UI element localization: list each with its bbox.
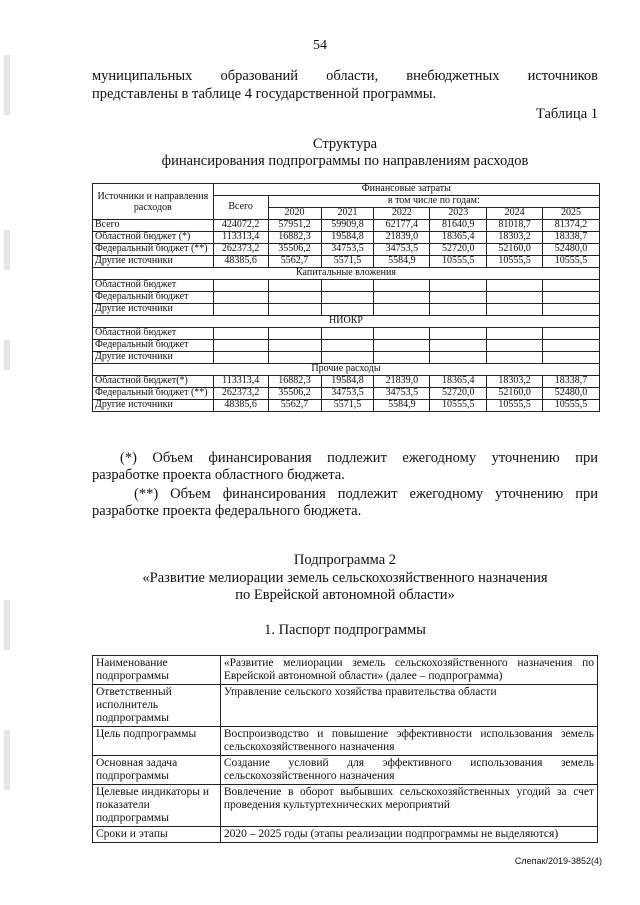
passport-value: 2020 – 2025 годы (этапы реализации подпрограммы не выделяются) xyxy=(220,827,597,843)
table-cell: 57951,2 xyxy=(268,220,321,232)
year-header: 2020 xyxy=(268,208,321,220)
table-cell xyxy=(213,328,268,340)
table-cell xyxy=(268,340,321,352)
table-cell: 52720,0 xyxy=(430,388,487,400)
table-row xyxy=(93,220,600,232)
table-cell xyxy=(213,304,268,316)
table-cell: 81374,2 xyxy=(543,220,600,232)
table-row xyxy=(93,340,600,352)
table-cell xyxy=(487,340,543,352)
passport-value: Создание условий для эффективного использования земель сельскохозяйственного назначения xyxy=(220,756,597,785)
table-cell: 52480,0 xyxy=(543,244,600,256)
table-row xyxy=(93,280,600,292)
passport-label: Ответственный исполнитель подпрограммы xyxy=(93,685,221,727)
table-row xyxy=(93,304,600,316)
row-label: Другие источники xyxy=(93,400,214,412)
row-label: Федеральный бюджет xyxy=(93,340,214,352)
row-label: Всего xyxy=(93,220,214,232)
table-title-line-2: финансирования подпрограммы по направлениям расходов xyxy=(161,153,529,169)
table-cell xyxy=(321,340,374,352)
table-cell xyxy=(374,352,430,364)
table-cell: 262373,2 xyxy=(213,244,268,256)
table-cell: 5584,9 xyxy=(374,400,430,412)
table-cell: 10555,5 xyxy=(543,400,600,412)
passport-label: Целевые индикаторы и показатели подпрограммы xyxy=(93,785,221,827)
table-cell: 18365,4 xyxy=(430,376,487,388)
table-cell: 52160,0 xyxy=(487,244,543,256)
table-cell xyxy=(321,328,374,340)
passport-value: Воспроизводство и повышение эффективности использования земель сельскохозяйственного назначения xyxy=(220,727,597,756)
section-title: Прочие расходы xyxy=(93,364,600,376)
table-cell: 424072,2 xyxy=(213,220,268,232)
subprogram-name-line-2: по Еврейской автономной области» xyxy=(235,587,455,603)
passport-row xyxy=(93,656,598,685)
year-header: 2022 xyxy=(374,208,430,220)
passport-row xyxy=(93,727,598,756)
passport-value: «Развитие мелиорации земель сельскохозяйственного назначения по Еврейской автономной области» (далее – подпрограмма) xyxy=(220,656,597,685)
page-number: 54 xyxy=(313,38,327,53)
table-cell: 18303,2 xyxy=(487,232,543,244)
table-cell xyxy=(213,340,268,352)
row-label: Другие источники xyxy=(93,256,214,268)
table-cell xyxy=(374,304,430,316)
table-cell: 21839,0 xyxy=(374,232,430,244)
table-cell: 113313,4 xyxy=(213,232,268,244)
table-cell: 10555,5 xyxy=(430,256,487,268)
passport-table xyxy=(92,655,598,843)
table-cell: 48385,6 xyxy=(213,400,268,412)
table-row xyxy=(93,376,600,388)
passport-label: Сроки и этапы xyxy=(93,827,221,843)
table-cell: 34753,5 xyxy=(321,388,374,400)
table-cell xyxy=(543,280,600,292)
table-cell: 48385,6 xyxy=(213,256,268,268)
table-cell: 5562,7 xyxy=(268,256,321,268)
table-cell xyxy=(268,304,321,316)
table-cell: 16882,3 xyxy=(268,376,321,388)
table-cell xyxy=(321,280,374,292)
table-cell xyxy=(543,328,600,340)
row-label: Областной бюджет (*) xyxy=(93,232,214,244)
note-2-line-2: разработке проекта федерального бюджета. xyxy=(92,503,362,519)
subprogram-name-line-1: «Развитие мелиорации земель сельскохозяйственного назначения xyxy=(142,570,548,586)
intro-line-2: представлены в таблице 4 государственной программы. xyxy=(92,86,437,102)
row-label: Другие источники xyxy=(93,352,214,364)
passport-row xyxy=(93,827,598,843)
subprogram-title: Подпрограмма 2 xyxy=(293,552,397,568)
table-cell xyxy=(374,292,430,304)
table-cell: 113313,4 xyxy=(213,376,268,388)
table-cell: 19584,8 xyxy=(321,232,374,244)
header-total: Всего xyxy=(213,196,268,220)
table-cell: 5562,7 xyxy=(268,400,321,412)
scan-artifact xyxy=(4,600,10,650)
table-row xyxy=(93,400,600,412)
table-cell xyxy=(430,352,487,364)
table-cell: 18303,2 xyxy=(487,376,543,388)
table-row xyxy=(93,256,600,268)
passport-row xyxy=(93,756,598,785)
passport-row xyxy=(93,685,598,727)
table-cell xyxy=(430,280,487,292)
finance-table xyxy=(92,183,600,412)
table-cell xyxy=(430,304,487,316)
table-cell xyxy=(487,352,543,364)
table-cell: 5571,5 xyxy=(321,256,374,268)
table-cell xyxy=(543,304,600,316)
table-cell xyxy=(213,352,268,364)
passport-label: Основная задача подпрограммы xyxy=(93,756,221,785)
table-cell xyxy=(268,328,321,340)
table-cell: 34753,5 xyxy=(374,244,430,256)
table-cell: 59909,8 xyxy=(321,220,374,232)
table-cell xyxy=(268,352,321,364)
table-cell: 10555,5 xyxy=(487,400,543,412)
header-source: Источники и направления расходов xyxy=(93,184,214,220)
table-cell xyxy=(374,280,430,292)
row-label: Федеральный бюджет (**) xyxy=(93,244,214,256)
table-cell: 34753,5 xyxy=(374,388,430,400)
table-cell: 52720,0 xyxy=(430,244,487,256)
table-cell: 35506,2 xyxy=(268,388,321,400)
table-row xyxy=(93,388,600,400)
table-cell xyxy=(268,292,321,304)
scan-artifact xyxy=(4,340,10,370)
table-cell xyxy=(268,280,321,292)
section-title: Капитальные вложения xyxy=(93,268,600,280)
table-row xyxy=(93,292,600,304)
passport-row xyxy=(93,785,598,827)
table-cell xyxy=(487,328,543,340)
table-cell xyxy=(487,280,543,292)
table-cell: 18365,4 xyxy=(430,232,487,244)
table-cell xyxy=(213,280,268,292)
table-cell xyxy=(430,340,487,352)
row-label: Федеральный бюджет (**) xyxy=(93,388,214,400)
table-cell: 81018,7 xyxy=(487,220,543,232)
row-label: Областной бюджет(*) xyxy=(93,376,214,388)
passport-label: Цель подпрограммы xyxy=(93,727,221,756)
table-cell: 262373,2 xyxy=(213,388,268,400)
table-cell: 10555,5 xyxy=(487,256,543,268)
table-cell: 21839,0 xyxy=(374,376,430,388)
table-cell xyxy=(321,292,374,304)
year-header: 2025 xyxy=(543,208,600,220)
note-1-line-2: разработке проекта областного бюджета. xyxy=(92,467,345,483)
table-cell: 10555,5 xyxy=(543,256,600,268)
table-cell: 5571,5 xyxy=(321,400,374,412)
row-label: Областной бюджет xyxy=(93,280,214,292)
table-cell: 5584,9 xyxy=(374,256,430,268)
table-cell: 52160,0 xyxy=(487,388,543,400)
passport-label: Наименование подпрограммы xyxy=(93,656,221,685)
table-title-line-1: Структура xyxy=(312,136,378,152)
table-cell xyxy=(430,292,487,304)
table-row xyxy=(93,352,600,364)
passport-value: Вовлечение в оборот выбывших сельскохозяйственных угодий за счет проведения культуртехнических мероприятий xyxy=(220,785,597,827)
table-cell: 10555,5 xyxy=(430,400,487,412)
table-cell xyxy=(543,352,600,364)
table-cell: 19584,8 xyxy=(321,376,374,388)
note-1-line-1: (*) Объем финансирования подлежит ежегодному уточнению при xyxy=(120,450,598,466)
header-by-years: в том числе по годам: xyxy=(268,196,599,208)
table-row xyxy=(93,328,600,340)
table-cell: 16882,3 xyxy=(268,232,321,244)
table-cell xyxy=(487,304,543,316)
intro-line-1: муниципальных образований области, внебюджетных источников xyxy=(92,68,599,84)
table-cell xyxy=(213,292,268,304)
year-header: 2023 xyxy=(430,208,487,220)
row-label: Областной бюджет xyxy=(93,328,214,340)
scan-artifact xyxy=(4,730,10,790)
table-cell: 18338,7 xyxy=(543,232,600,244)
table-row xyxy=(93,244,600,256)
table-cell xyxy=(374,340,430,352)
table-cell: 18338,7 xyxy=(543,376,600,388)
table-cell: 34753,5 xyxy=(321,244,374,256)
year-header: 2024 xyxy=(487,208,543,220)
section-row xyxy=(93,316,600,328)
table-row xyxy=(93,232,600,244)
table-cell xyxy=(374,328,430,340)
row-label: Федеральный бюджет xyxy=(93,292,214,304)
table-cell xyxy=(487,292,543,304)
section-title: НИОКР xyxy=(93,316,600,328)
table-cell xyxy=(321,352,374,364)
table-cell: 52480,0 xyxy=(543,388,600,400)
table-cell xyxy=(321,304,374,316)
note-2-line-1: (**) Объем финансирования подлежит ежегодному уточнению при xyxy=(134,486,598,502)
passport-value: Управление сельского хозяйства правительства области xyxy=(220,685,597,727)
section-row xyxy=(93,268,600,280)
table-cell: 62177,4 xyxy=(374,220,430,232)
scan-artifact xyxy=(4,55,10,115)
section-row xyxy=(93,364,600,376)
table-cell: 81640,9 xyxy=(430,220,487,232)
passport-heading: 1. Паспорт подпрограммы xyxy=(264,622,426,638)
year-header: 2021 xyxy=(321,208,374,220)
header-costs: Финансовые затраты xyxy=(213,184,599,196)
table-cell: 35506,2 xyxy=(268,244,321,256)
table-cell xyxy=(543,292,600,304)
scan-artifact xyxy=(4,230,10,270)
table-label: Таблица 1 xyxy=(535,106,598,122)
table-cell xyxy=(430,328,487,340)
table-cell xyxy=(543,340,600,352)
footer-code: Слепак/2019-3852(4) xyxy=(514,856,602,866)
row-label: Другие источники xyxy=(93,304,214,316)
